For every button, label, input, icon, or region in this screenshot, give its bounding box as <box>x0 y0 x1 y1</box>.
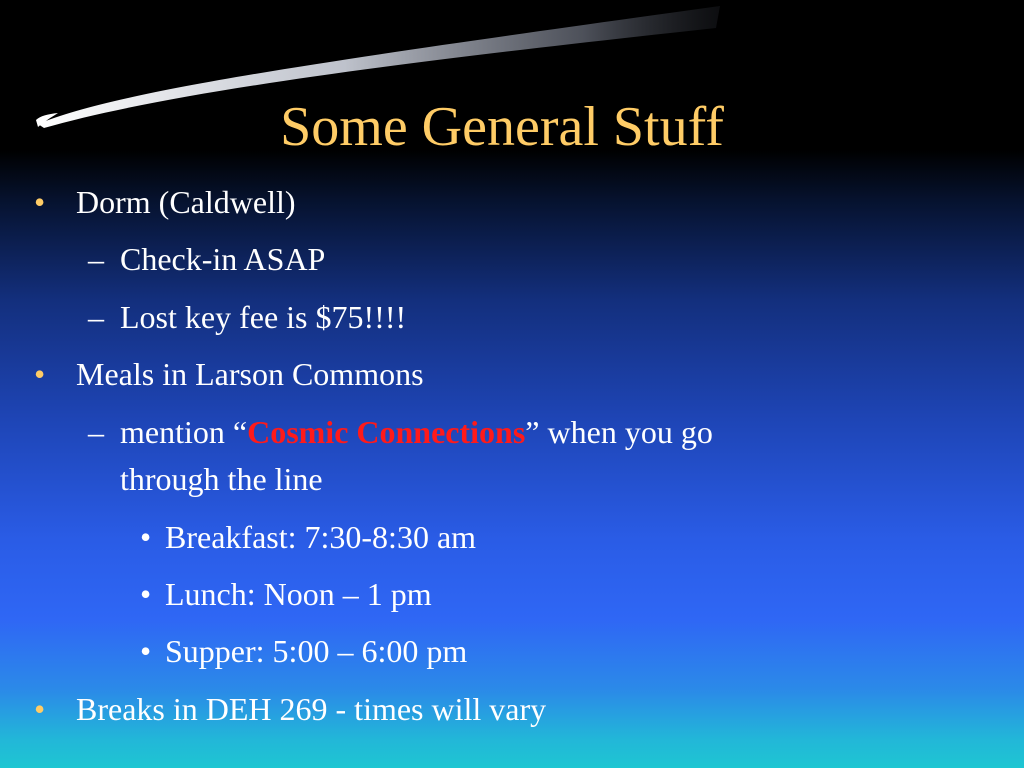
subsub-marker: • <box>140 576 152 612</box>
bullet-marker: • <box>34 356 46 392</box>
mention-post: ” when you go <box>525 414 713 450</box>
mention-pre: mention “ <box>120 414 248 450</box>
sub-item-mention-continuation: through the line <box>120 461 323 497</box>
sub-marker: – <box>88 299 104 335</box>
bullet-dorm: Dorm (Caldwell) <box>76 184 296 220</box>
sub-item-lost-key: Lost key fee is $75!!!! <box>120 299 407 335</box>
bullet-marker: • <box>34 184 46 220</box>
slide-title: Some General Stuff <box>280 96 724 158</box>
bullet-breaks: Breaks in DEH 269 - times will vary <box>76 691 547 727</box>
subsub-marker: • <box>140 519 152 555</box>
meal-supper: Supper: 5:00 – 6:00 pm <box>165 633 468 669</box>
sub-item-mention <box>120 413 713 451</box>
bullet-marker: • <box>34 691 46 727</box>
bullet-item <box>34 690 45 728</box>
bullet-meals: Meals in Larson Commons <box>76 356 424 392</box>
bullet-item <box>34 183 45 221</box>
cosmic-connections-highlight: Cosmic Connections <box>247 414 526 450</box>
meal-breakfast: Breakfast: 7:30-8:30 am <box>165 519 477 555</box>
subsub-marker: • <box>140 633 152 669</box>
sub-item-checkin: Check-in ASAP <box>120 241 326 277</box>
sub-marker: – <box>88 414 104 450</box>
sub-marker: – <box>88 241 104 277</box>
meal-lunch: Lunch: Noon – 1 pm <box>165 576 432 612</box>
bullet-item <box>34 355 45 393</box>
